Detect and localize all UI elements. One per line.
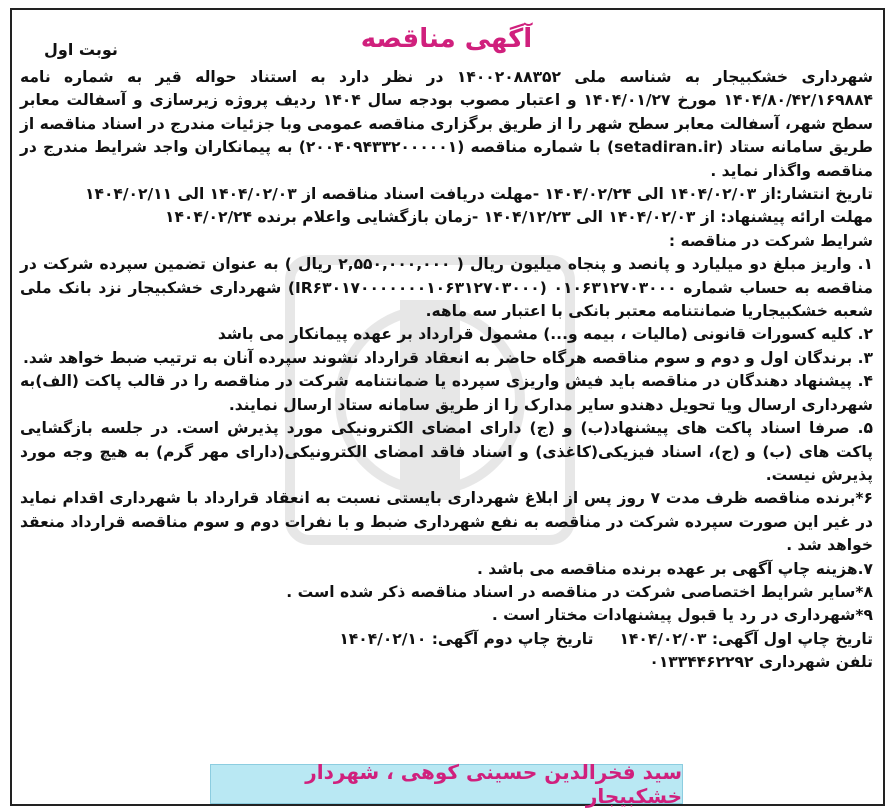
- notice-title: آگهی مناقصه: [360, 24, 533, 54]
- notice-header: [14, 6, 879, 66]
- condition-5: ۵. صرفا اسناد پاکت های پیشنهاد(ب) و (ج) دارای امضای الکترونیکی مورد پذیرش است. در جلسه بازگشایی پاکت های (ب) و (ج)، اسناد فیزیکی(کاغذی) و اسناد فاقد امضای الکترونیکی(دارای مهر گرم) به هیچ وجه مورد پذیرش نیست.: [20, 419, 873, 484]
- condition-4: ۴. پیشنهاد دهندگان در مناقصه باید فیش واریزی سپرده یا ضمانتنامه شرکت در مناقصه را در قالب پاکت (الف)به شهرداری ارسال ویا تحویل دهندو سایر مدارک را از طریق سامانه ستاد ارسال نمایند.: [20, 372, 873, 414]
- mayor-signature: سید فخرالدین حسینی کوهی ، شهردار خشکبیجار: [305, 760, 682, 808]
- publish-dates: تاریخ انتشار:از ۱۴۰۴/۰۲/۰۳ الی ۱۴۰۴/۰۲/۲۴ -مهلت دریافت اسناد مناقصه از ۱۴۰۴/۰۲/۰۳ الی ۱۴۰۴/۰۲/۱۱: [85, 185, 873, 204]
- condition-7: ۷.هزینه چاپ آگهی بر عهده برنده مناقصه می باشد .: [476, 559, 873, 578]
- condition-3: ۳. برندگان اول و دوم و سوم مناقصه هرگاه حاضر به انعقاد قرارداد نشوند سپرده آنان به ترتیب ضبط خواهد شد.: [22, 348, 873, 367]
- notice-body: [14, 66, 879, 675]
- first-print-date: تاریخ چاپ اول آگهی: ۱۴۰۴/۰۲/۰۳: [619, 629, 873, 648]
- second-print-date: تاریخ چاپ دوم آگهی: ۱۴۰۴/۰۲/۱۰: [339, 629, 594, 648]
- condition-6: ۶*برنده مناقصه ظرف مدت ۷ روز پس از ابلاغ شهرداری بایستی نسبت به انعقاد قرارداد با شهرداری اقدام نماید در غیر این صورت سپرده شرکت در مناقصه به نفع شهرداری ضبط و با نفرات دوم و سوم مناقصه قرارداد منعقد خواهد شد .: [20, 489, 873, 555]
- signature-banner: [210, 760, 683, 808]
- condition-9: ۹*شهرداری در رد یا قبول پیشنهادات مختار است .: [491, 606, 873, 625]
- publication-turn: نوبت اول: [44, 40, 118, 59]
- print-dates-row: [20, 628, 873, 651]
- proposal-deadline: مهلت ارائه پیشنهاد: از ۱۴۰۴/۰۲/۰۳ الی ۱۴۰۴/۱۲/۲۳ -زمان بازگشایی واعلام برنده ۱۴۰۴/۰۲/۲۴: [165, 208, 873, 227]
- condition-8: ۸*سایر شرایط اختصاصی شرکت در مناقصه در اسناد مناقصه ذکر شده است .: [286, 582, 873, 601]
- condition-1: ۱. واریز مبلغ دو میلیارد و پانصد و پنجاه میلیون ریال ( ۲,۵۵۰,۰۰۰,۰۰۰ ریال ) به عنوان تضمین سپرده شرکت در مناقصه به حساب شماره ۰۱۰۶۳۱۲۷۰۳۰۰۰ (IR۶۳۰۱۷۰۰۰۰۰۰۰۱۰۶۳۱۲۷۰۳۰۰۰) شهرداری خشکبیجار نزد بانک ملی شعبه خشکبیجاریا ضمانتنامه معتبر بانکی با اعتبار سه ماهه.: [20, 255, 873, 321]
- municipality-phone: تلفن شهرداری ۰۱۳۳۴۴۶۲۲۹۲: [649, 653, 873, 672]
- condition-2: ۲. کلیه کسورات قانونی (مالیات ، بیمه و...) مشمول قرارداد بر عهده پیمانکار می باشد: [217, 325, 873, 344]
- conditions-title: شرایط شرکت در مناقصه :: [668, 231, 873, 250]
- intro-paragraph: شهرداری خشکبیجار به شناسه ملی ۱۴۰۰۲۰۸۸۳۵۲ در نظر دارد به استناد حواله قیر به شماره نامه ۱۴۰۴/۸۰/۴۲/۱۶۹۸۸۴ مورخ ۱۴۰۴/۰۱/۲۷ و اعتبار مصوب بودجه سال ۱۴۰۴ ردیف پروژه زیرسازی و آسفالت معابر سطح شهر، آسفالت معابر سطح شهر را از طریق برگزاری مناقصه عمومی وبا جزئیات مندرج در اسناد مناقصه از طریق سامانه ستاد (setadiran.ir) با شماره مناقصه (۲۰۰۴۰۹۴۳۳۲۰۰۰۰۰۱) به پیمانکاران واجد شرایط مندرج در مناقصه واگذار نماید .: [20, 68, 873, 180]
